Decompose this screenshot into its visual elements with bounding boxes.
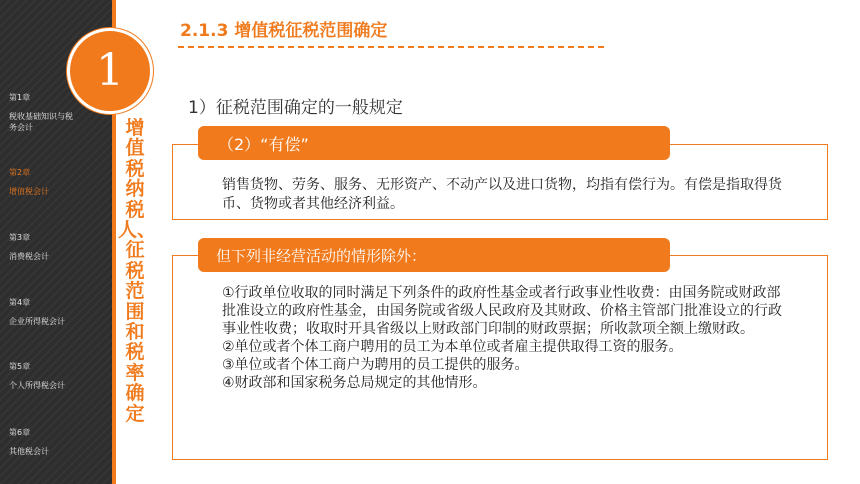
chapter-number: 第3章	[9, 233, 31, 242]
chapter-number: 第5章	[9, 362, 31, 371]
paid-card-body: 销售货物、劳务、服务、无形资产、不动产以及进口货物，均指有偿行为。有偿是指取得货币、货物或者其他经济利益。	[222, 177, 782, 212]
chapter-number: 第6章	[9, 428, 31, 437]
chapter-number: 第1章	[9, 93, 31, 102]
subtitle: 1）征税范围确定的一般规定	[188, 98, 403, 118]
exclusions-card-heading: 但下列非经营活动的情形除外：	[216, 246, 427, 265]
exclusion-item: ②单位或者个体工商户聘用的员工为本单位或者雇主提供取得工资的服务。	[222, 339, 683, 355]
chapter-badge-number: 1	[96, 45, 124, 96]
chapter-name: 企业所得税会计	[9, 317, 65, 326]
chapter-badge	[67, 28, 153, 114]
chapter-name: 其他税会计	[9, 447, 49, 456]
chapter-number: 第4章	[9, 298, 31, 307]
chapter-name: 税收基础知识与税务会计	[9, 112, 73, 132]
sidebar-item-chapter-4[interactable]	[9, 297, 109, 327]
paid-card-tab	[198, 126, 670, 160]
sidebar-item-chapter-3[interactable]	[9, 232, 109, 262]
sidebar-item-chapter-2[interactable]	[9, 167, 109, 197]
section-title: 2.1.3 增值税征税范围确定	[180, 21, 388, 41]
sidebar-item-chapter-5[interactable]	[9, 361, 109, 391]
exclusions-card-tab	[198, 238, 670, 272]
sidebar-item-chapter-6[interactable]	[9, 427, 109, 457]
exclusions-list	[222, 284, 794, 392]
chapter-name: 消费税会计	[9, 252, 49, 261]
chapter-name: 个人所得税会计	[9, 381, 65, 390]
chapter-number: 第2章	[9, 168, 31, 177]
exclusion-item: ①行政单位收取的同时满足下列条件的政府性基金或者行政事业性收费：由国务院或财政部批准设立的政府性基金，由国务院或省级人民政府及其财政、价格主管部门批准设立的行政事业性收费；收取时开具省级以上财政部门印制的财政票据；所收款项全额上缴财政。	[222, 285, 782, 337]
chapter-name: 增值税会计	[9, 187, 49, 196]
exclusion-item: ④财政部和国家税务总局规定的其他情形。	[222, 375, 487, 391]
exclusion-item: ③单位或者个体工商户为聘用的员工提供的服务。	[222, 357, 529, 373]
dashed-divider	[178, 46, 604, 48]
paid-card-heading: （2）“有偿”	[218, 134, 309, 154]
vertical-section-title: 增值税纳税人、征税范围和税率确定	[118, 117, 157, 425]
